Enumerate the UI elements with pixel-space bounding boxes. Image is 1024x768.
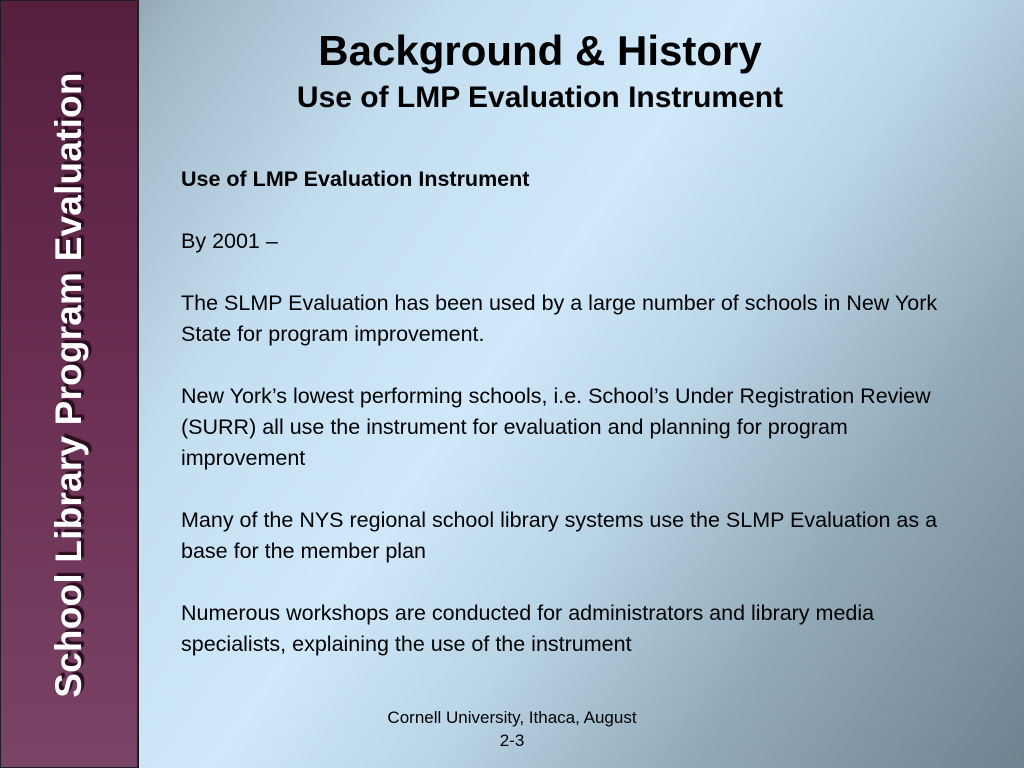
section-heading: Use of LMP Evaluation Instrument [181,167,530,191]
body-paragraph: The SLMP Evaluation has been used by a large number of schools in New York State for program improvement. [181,291,938,346]
slide-title: Background & History [318,27,762,74]
body-paragraph: New York’s lowest performing schools, i.e. School’s Under Registration Review (SURR) all use the instrument for evaluation and planning for program improvement [181,384,931,470]
sidebar-title: School Library Program Evaluation [48,72,89,698]
slide-body [181,164,961,691]
body-paragraph: Numerous workshops are conducted for administrators and library media specialists, explaining the use of the instrument [181,601,875,656]
intro-text: By 2001 – [181,229,278,253]
slide-footer [340,706,684,752]
body-paragraph: Many of the NYS regional school library systems use the SLMP Evaluation as a base for the member plan [181,508,938,563]
footer-line: 2-3 [499,731,525,750]
footer-line: Cornell University, Ithaca, August [387,708,637,727]
slide-subtitle: Use of LMP Evaluation Instrument [296,81,784,114]
sidebar-panel [0,0,139,768]
